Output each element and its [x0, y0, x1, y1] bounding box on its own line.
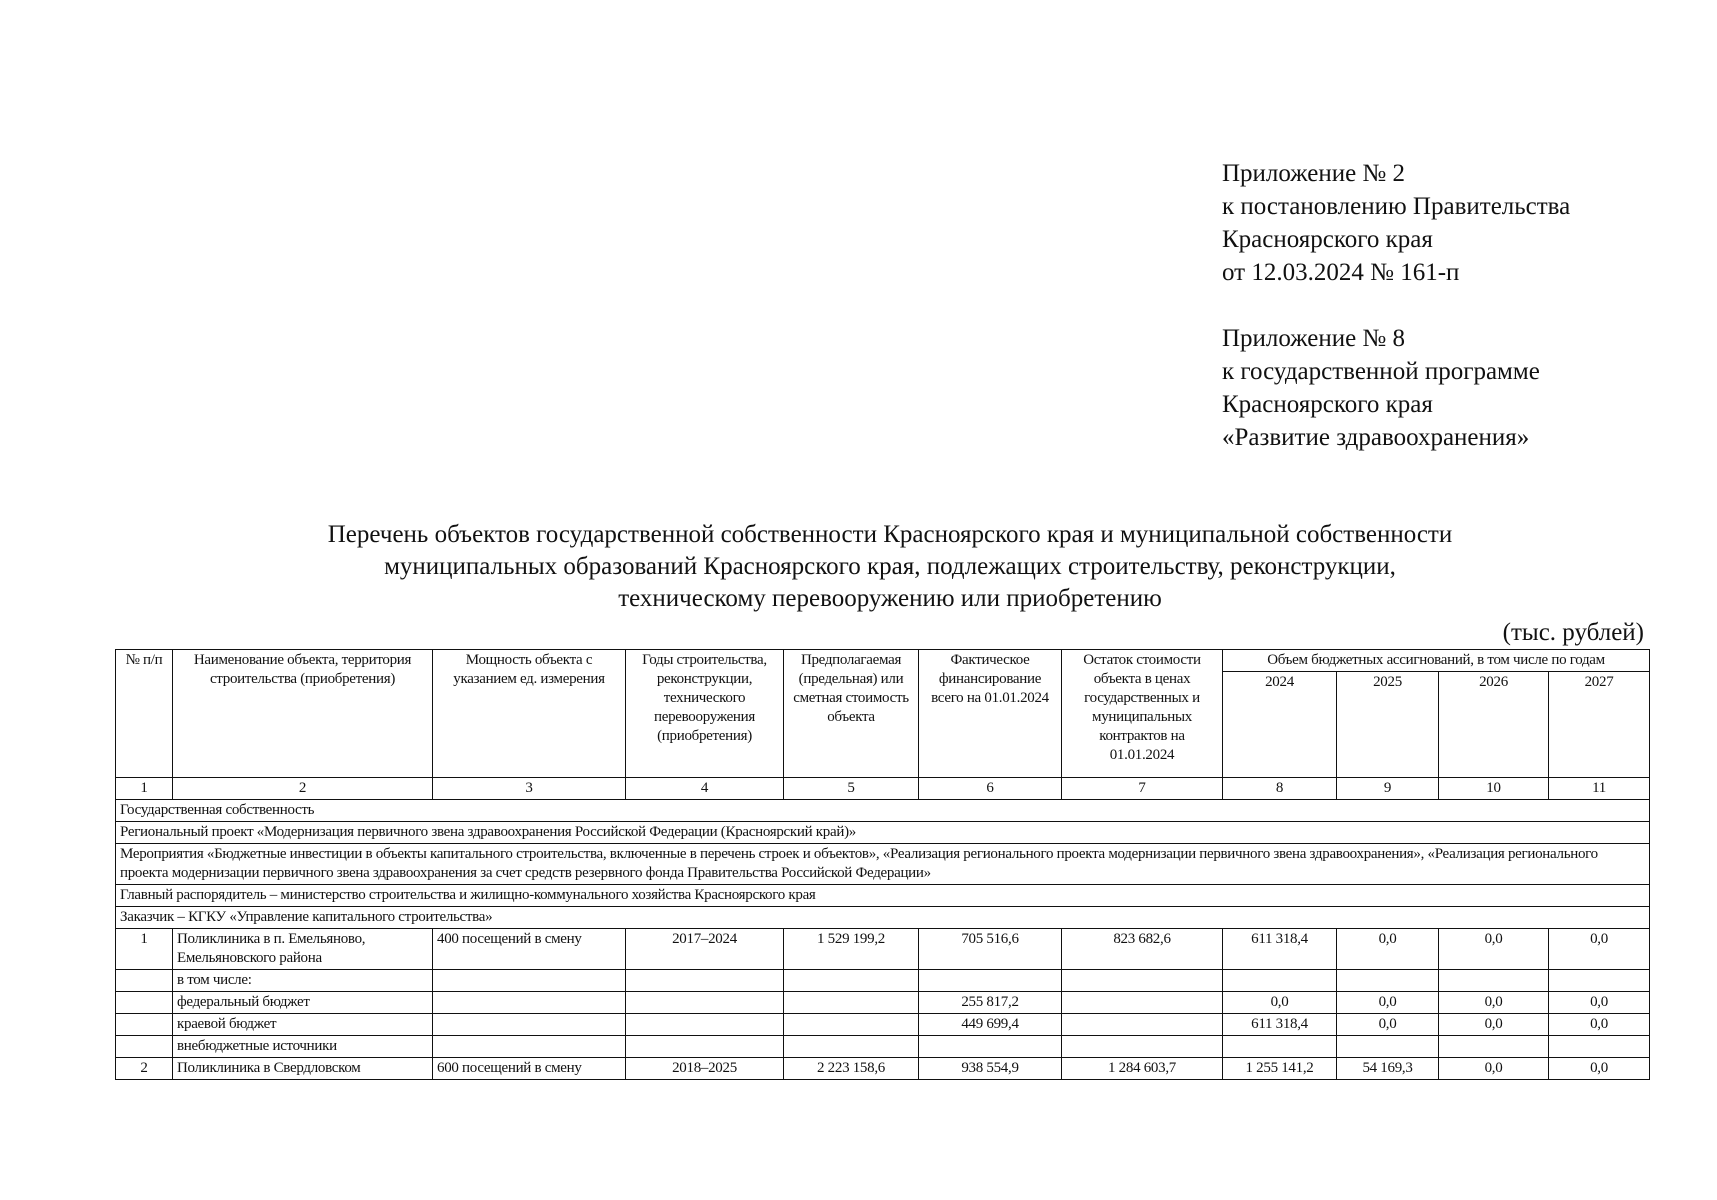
objects-table — [115, 649, 1650, 1080]
estimated-cost: 1 529 199,2 — [784, 929, 919, 970]
header-financing: Фактическое финансирование всего на 01.01.2024 — [919, 650, 1062, 778]
object-capacity — [433, 970, 626, 992]
title-line: Перечень объектов государственной собственности Красноярского края и муниципальной собственности — [327, 521, 1453, 548]
section-main-administrator: Главный распорядитель – министерство строительства и жилищно-коммунального хозяйства Красноярского края — [116, 885, 1650, 907]
cost-remainder — [1062, 970, 1223, 992]
object-capacity: 600 посещений в смену — [433, 1058, 626, 1080]
appendix-reference-2 — [1222, 322, 1540, 454]
appendix-line: Приложение № 2 — [1222, 160, 1406, 187]
budget-2024 — [1223, 970, 1337, 992]
row-number — [116, 970, 173, 992]
object-name: в том числе: — [173, 970, 433, 992]
row-number — [116, 1014, 173, 1036]
construction-years — [626, 970, 784, 992]
column-number: 7 — [1062, 778, 1223, 800]
budget-2024: 1 255 141,2 — [1223, 1058, 1337, 1080]
cost-remainder — [1062, 1036, 1223, 1058]
cost-remainder — [1062, 992, 1223, 1014]
header-remainder: Остаток стоимости объекта в ценах государственных и муниципальных контрактов на 01.01.2024 — [1062, 650, 1223, 778]
units-label: (тыс. рублей) — [1502, 619, 1644, 646]
title-line: техническому перевооружению или приобретению — [618, 585, 1162, 612]
budget-2025 — [1337, 1036, 1439, 1058]
cost-remainder — [1062, 1014, 1223, 1036]
budget-2026: 0,0 — [1439, 1014, 1549, 1036]
actual-financing: 449 699,4 — [919, 1014, 1062, 1036]
object-capacity — [433, 992, 626, 1014]
document-title — [160, 519, 1620, 615]
construction-years — [626, 1014, 784, 1036]
budget-2025 — [1337, 970, 1439, 992]
appendix-line: от 12.03.2024 № 161-п — [1222, 259, 1460, 286]
header-num: № п/п — [116, 650, 173, 778]
header-cost: Предполагаемая (предельная) или сметная стоимость объекта — [784, 650, 919, 778]
appendix-line: Красноярского края — [1222, 391, 1433, 418]
row-number: 2 — [116, 1058, 173, 1080]
column-number: 3 — [433, 778, 626, 800]
budget-2026: 0,0 — [1439, 992, 1549, 1014]
actual-financing: 938 554,9 — [919, 1058, 1062, 1080]
appendix-line: к государственной программе — [1222, 358, 1540, 385]
actual-financing — [919, 1036, 1062, 1058]
cost-remainder: 1 284 603,7 — [1062, 1058, 1223, 1080]
object-name: Поликлиника в п. Емельяново, Емельяновского района — [173, 929, 433, 970]
section-row — [116, 800, 1650, 822]
actual-financing: 705 516,6 — [919, 929, 1062, 970]
budget-2025: 0,0 — [1337, 1014, 1439, 1036]
table-row — [116, 970, 1650, 992]
object-capacity: 400 посещений в смену — [433, 929, 626, 970]
column-number: 5 — [784, 778, 919, 800]
budget-2027: 0,0 — [1549, 929, 1650, 970]
row-number: 1 — [116, 929, 173, 970]
object-name: внебюджетные источники — [173, 1036, 433, 1058]
estimated-cost — [784, 1014, 919, 1036]
budget-2026 — [1439, 1036, 1549, 1058]
budget-2027 — [1549, 970, 1650, 992]
budget-2025: 0,0 — [1337, 992, 1439, 1014]
budget-2024: 611 318,4 — [1223, 1014, 1337, 1036]
actual-financing: 255 817,2 — [919, 992, 1062, 1014]
budget-2025: 0,0 — [1337, 929, 1439, 970]
object-name: федеральный бюджет — [173, 992, 433, 1014]
budget-2026: 0,0 — [1439, 929, 1549, 970]
object-capacity — [433, 1014, 626, 1036]
budget-2024: 611 318,4 — [1223, 929, 1337, 970]
table-row — [116, 1014, 1650, 1036]
cost-remainder: 823 682,6 — [1062, 929, 1223, 970]
column-number: 10 — [1439, 778, 1549, 800]
construction-years: 2017–2024 — [626, 929, 784, 970]
header-year-2025: 2025 — [1337, 672, 1439, 778]
header-year-2026: 2026 — [1439, 672, 1549, 778]
appendix-line: Красноярского края — [1222, 226, 1433, 253]
estimated-cost — [784, 970, 919, 992]
appendix-line: к постановлению Правительства — [1222, 193, 1571, 220]
section-row — [116, 885, 1650, 907]
section-customer: Заказчик – КГКУ «Управление капитального строительства» — [116, 907, 1650, 929]
section-regional-project: Региональный проект «Модернизация первичного звена здравоохранения Российской Федерации (Красноярский край)» — [116, 822, 1650, 844]
table-row — [116, 1036, 1650, 1058]
budget-2024: 0,0 — [1223, 992, 1337, 1014]
column-number: 6 — [919, 778, 1062, 800]
budget-2025: 54 169,3 — [1337, 1058, 1439, 1080]
budget-2027: 0,0 — [1549, 992, 1650, 1014]
estimated-cost: 2 223 158,6 — [784, 1058, 919, 1080]
construction-years: 2018–2025 — [626, 1058, 784, 1080]
appendix-line: «Развитие здравоохранения» — [1222, 424, 1530, 451]
column-number: 9 — [1337, 778, 1439, 800]
data-rows — [116, 929, 1650, 1080]
object-capacity — [433, 1036, 626, 1058]
construction-years — [626, 1036, 784, 1058]
column-number: 11 — [1549, 778, 1650, 800]
row-number — [116, 992, 173, 1014]
appendix-line: Приложение № 8 — [1222, 325, 1406, 352]
section-row — [116, 844, 1650, 885]
budget-2027: 0,0 — [1549, 1058, 1650, 1080]
object-name: Поликлиника в Свердловском — [173, 1058, 433, 1080]
column-number: 2 — [173, 778, 433, 800]
budget-2026 — [1439, 970, 1549, 992]
header-years: Годы строительства, реконструкции, технического перевооружения (приобретения) — [626, 650, 784, 778]
column-number-row — [116, 778, 1650, 800]
object-name: краевой бюджет — [173, 1014, 433, 1036]
table-row — [116, 992, 1650, 1014]
appendix-reference-1 — [1222, 157, 1570, 289]
construction-years — [626, 992, 784, 1014]
header-year-2024: 2024 — [1223, 672, 1337, 778]
header-name: Наименование объекта, территория строительства (приобретения) — [173, 650, 433, 778]
table-row — [116, 1058, 1650, 1080]
header-year-2027: 2027 — [1549, 672, 1650, 778]
title-line: муниципальных образований Красноярского края, подлежащих строительству, реконструкции, — [384, 553, 1396, 580]
budget-2026: 0,0 — [1439, 1058, 1549, 1080]
header-budget-group: Объем бюджетных ассигнований, в том числе по годам — [1223, 650, 1650, 672]
actual-financing — [919, 970, 1062, 992]
budget-2027 — [1549, 1036, 1650, 1058]
section-measures: Мероприятия «Бюджетные инвестиции в объекты капитального строительства, включенные в перечень строек и объектов», «Реализация регионального проекта модернизации первичного звена здравоохранения», «Реализация регионального проекта модернизации первичного звена здравоохранения за счет средств резервного фонда Правительства Российской Федерации» — [116, 844, 1650, 885]
section-ownership: Государственная собственность — [116, 800, 1650, 822]
estimated-cost — [784, 992, 919, 1014]
column-number: 8 — [1223, 778, 1337, 800]
budget-2024 — [1223, 1036, 1337, 1058]
estimated-cost — [784, 1036, 919, 1058]
header-capacity: Мощность объекта с указанием ед. измерения — [433, 650, 626, 778]
column-number: 1 — [116, 778, 173, 800]
row-number — [116, 1036, 173, 1058]
table-row — [116, 929, 1650, 970]
section-row — [116, 822, 1650, 844]
budget-2027: 0,0 — [1549, 1014, 1650, 1036]
column-number: 4 — [626, 778, 784, 800]
section-row — [116, 907, 1650, 929]
